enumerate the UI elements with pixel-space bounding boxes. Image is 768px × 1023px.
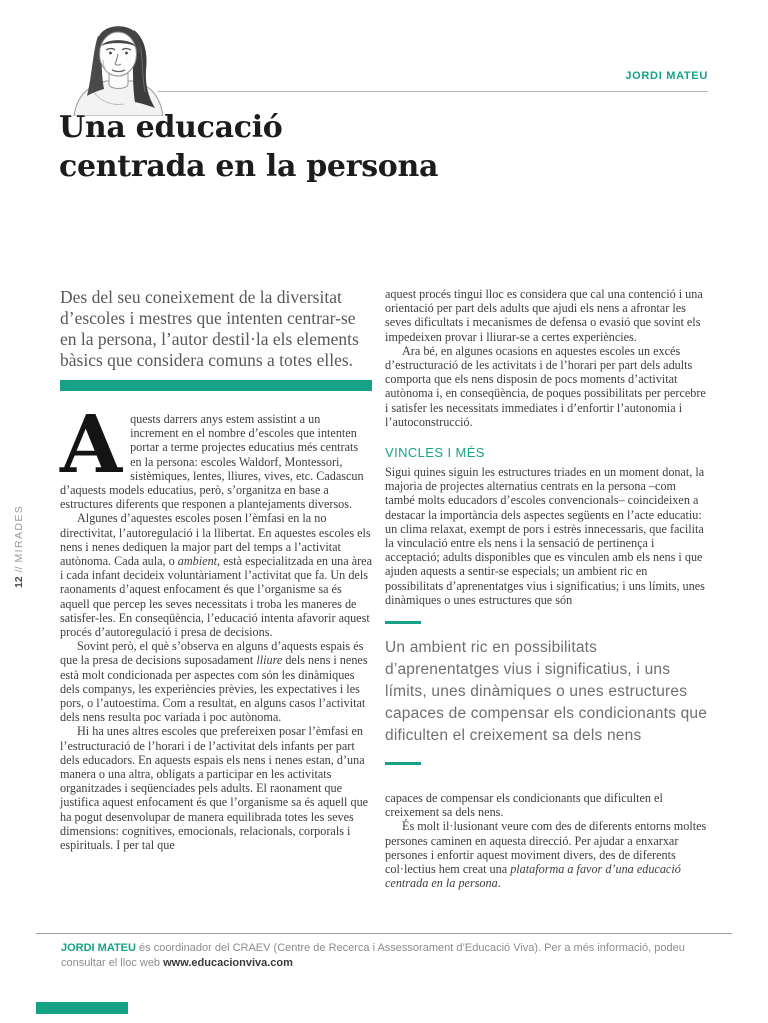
italic-run: plataforma a favor d’una educació centrada en la persona bbox=[385, 862, 681, 891]
text-run: Algunes d’aquestes escoles posen l’èmfasi en la no directivitat, l’autoregulació i la llibertat. En aquestes escoles els nens i nenes dediquen la major part del temps a l’activitat autònoma. Cada aula, o bbox=[60, 511, 371, 569]
page-number-sidebar bbox=[13, 505, 25, 588]
pull-quote-text: Un ambient ric en possibilitats d’aprenentatges vius i significatius, i uns límits, unes dinàmiques o unes estructures capaces de compensar els condicionants que dificulten el creixement sa dels nens bbox=[385, 639, 708, 745]
article-paragraph bbox=[385, 791, 708, 819]
author-name-label: JORDI MATEU bbox=[625, 70, 708, 82]
footer-bio-text: és coordinador del CRAEV (Centre de Recerca i Assessorament d’Educació Viva). Per a més informació, podeu consultar el lloc web bbox=[61, 942, 685, 969]
text-run: capaces de compensar els condicionants que dificulten el creixement sa dels nens. bbox=[385, 791, 663, 820]
page-number: 12 bbox=[13, 576, 25, 588]
page-footer-accent-bar bbox=[36, 1002, 128, 1014]
section-heading: VINCLES I MÉS bbox=[385, 445, 485, 461]
header-divider bbox=[158, 91, 708, 92]
section-name: MIRADES bbox=[13, 504, 25, 563]
article-paragraph bbox=[385, 465, 708, 607]
author-portrait-icon bbox=[56, 14, 180, 116]
drop-cap: A bbox=[60, 397, 123, 491]
page-number-separator: // bbox=[13, 566, 25, 573]
article-paragraph bbox=[385, 344, 708, 429]
accent-bar bbox=[60, 380, 372, 391]
italic-run: lliure bbox=[256, 653, 283, 668]
article-paragraph bbox=[60, 724, 372, 852]
right-column-text bbox=[385, 287, 708, 890]
left-column bbox=[60, 287, 372, 890]
article-title-line2: centrada en la persona bbox=[59, 149, 439, 184]
article-paragraph bbox=[60, 511, 372, 639]
text-run: . bbox=[497, 876, 501, 891]
article-paragraph bbox=[60, 397, 372, 512]
text-run: Sovint però, el què s’observa en alguns d’aquests espais és que la presa de decisions suposadament bbox=[60, 639, 364, 668]
article-paragraph bbox=[385, 819, 708, 890]
article-paragraph bbox=[385, 287, 708, 344]
text-run: , està especialitzada en una àrea i cada infant decideix voluntàriament l’activitat que fa. Un dels raonaments d’aquest enfocament és que l’organisme sa és aquell que percep les seves necessitats i troba les maneres de satisfer-les. En conseqüència, l’educació intenta afavorir aquest procés d’autoregulació i presa de decisions. bbox=[60, 554, 373, 640]
text-run: Ara bé, en algunes ocasions en aquestes escoles un excés d’estructuració de les activitats i de l’horari per part dels adults comporta que els nens disposin de pocs moments d’activitat autònoma i, en conseqüència, de poques possibilitats per percebre i satisfer les necessitats immediates i d’enfortir l’autonomia i l’autoconstrucció. bbox=[385, 343, 706, 429]
footer-bio bbox=[61, 941, 716, 971]
article-paragraph bbox=[60, 639, 372, 724]
pull-quote-rule-bottom bbox=[385, 762, 421, 765]
text-run: quests darrers anys estem assistint a un increment en el nombre d’escoles que intenten portar a terme projectes educatius més centrats en la persona: escoles Waldorf, Montessori, sistèmiques, lentes, lliures, vives, etc. Cadascun d’aquests models educatius, però, s’organitza en base a estructures diferents que responen a plantejaments diversos. bbox=[60, 412, 364, 512]
text-run: dels nens i nenes està molt condicionada per aspectes com són les dinàmiques dels companys, les experiències prèvies, les expectatives i les pors, o l’autoestima. Com a resultat, en alguns casos l’activitat dels nens resulta poc variada i poc autònoma. bbox=[60, 653, 368, 725]
text-run: aquest procés tingui lloc es considera que cal una contenció i una orientació per part dels adults que ajudi els nens a afrontar les seves dificultats i mecanismes de defensa o evasió que sovint els impedeixen provar i lliurar-se a certes experiències. bbox=[385, 287, 703, 344]
right-column bbox=[385, 287, 708, 890]
italic-run: ambient bbox=[177, 554, 218, 569]
text-run: Sigui quines siguin les estructures triades en un moment donat, la majoria de projectes alternatius centrats en la persona –com també molts educadors d’escoles convencionals– coincideixen a destacar la importància dels aspectes següents en l’acte educatiu: un clima relaxat, exempt de pors i estrès innecessaris, que facilita la vinculació entre els nens i la sensació de pertinença i acceptació; adults disponibles que es vinculen amb els nens i que ajuden aquests a sentir-se especials; un ambient ric en possibilitats d’aprenentatges vius i significatius; i uns límits, unes dinàmiques o unes estructures que són bbox=[385, 465, 705, 607]
footer-website: www.educacionviva.com bbox=[163, 957, 293, 969]
left-column-text bbox=[60, 397, 373, 853]
text-run: Hi ha unes altres escoles que prefereixen posar l’èmfasi en l’estructuració de l’horari i de l’activitat dels infants per part dels educadors. En aquests espais els nens i nenes estan, d’una manera o una altra, obligats a participar en les activitats organitzades i seqüenciades pels adults. El raonament que justifica aquest enfocament és que l’organisme sa és aquell que ha pogut desenvolupar de manera equilibrada totes les seves dimensions: cognitives, emocionals, relacionals, corporals i espirituals. I per tal que bbox=[60, 724, 369, 853]
footer-divider bbox=[36, 933, 732, 934]
pull-quote bbox=[385, 621, 708, 765]
article-standfirst: Des del seu coneixement de la diversitat d’escoles i mestres que intenten centrar-se en la persona, l’autor destil·la els elements bàsics que considera comuns a totes elles. bbox=[60, 287, 359, 370]
pull-quote-rule-top bbox=[385, 621, 421, 624]
footer-author-name: JORDI MATEU bbox=[61, 942, 136, 954]
text-run: És molt il·lusionant veure com des de diferents entorns moltes persones caminen en aquesta direcció. Per ajudar a enxarxar persones i enfortir aquest moviment divers, des de diferents col·lectius hem creat una bbox=[385, 819, 707, 877]
article-title-line1: Una educació bbox=[59, 110, 283, 145]
article-title bbox=[59, 108, 438, 186]
article-body bbox=[60, 287, 708, 890]
